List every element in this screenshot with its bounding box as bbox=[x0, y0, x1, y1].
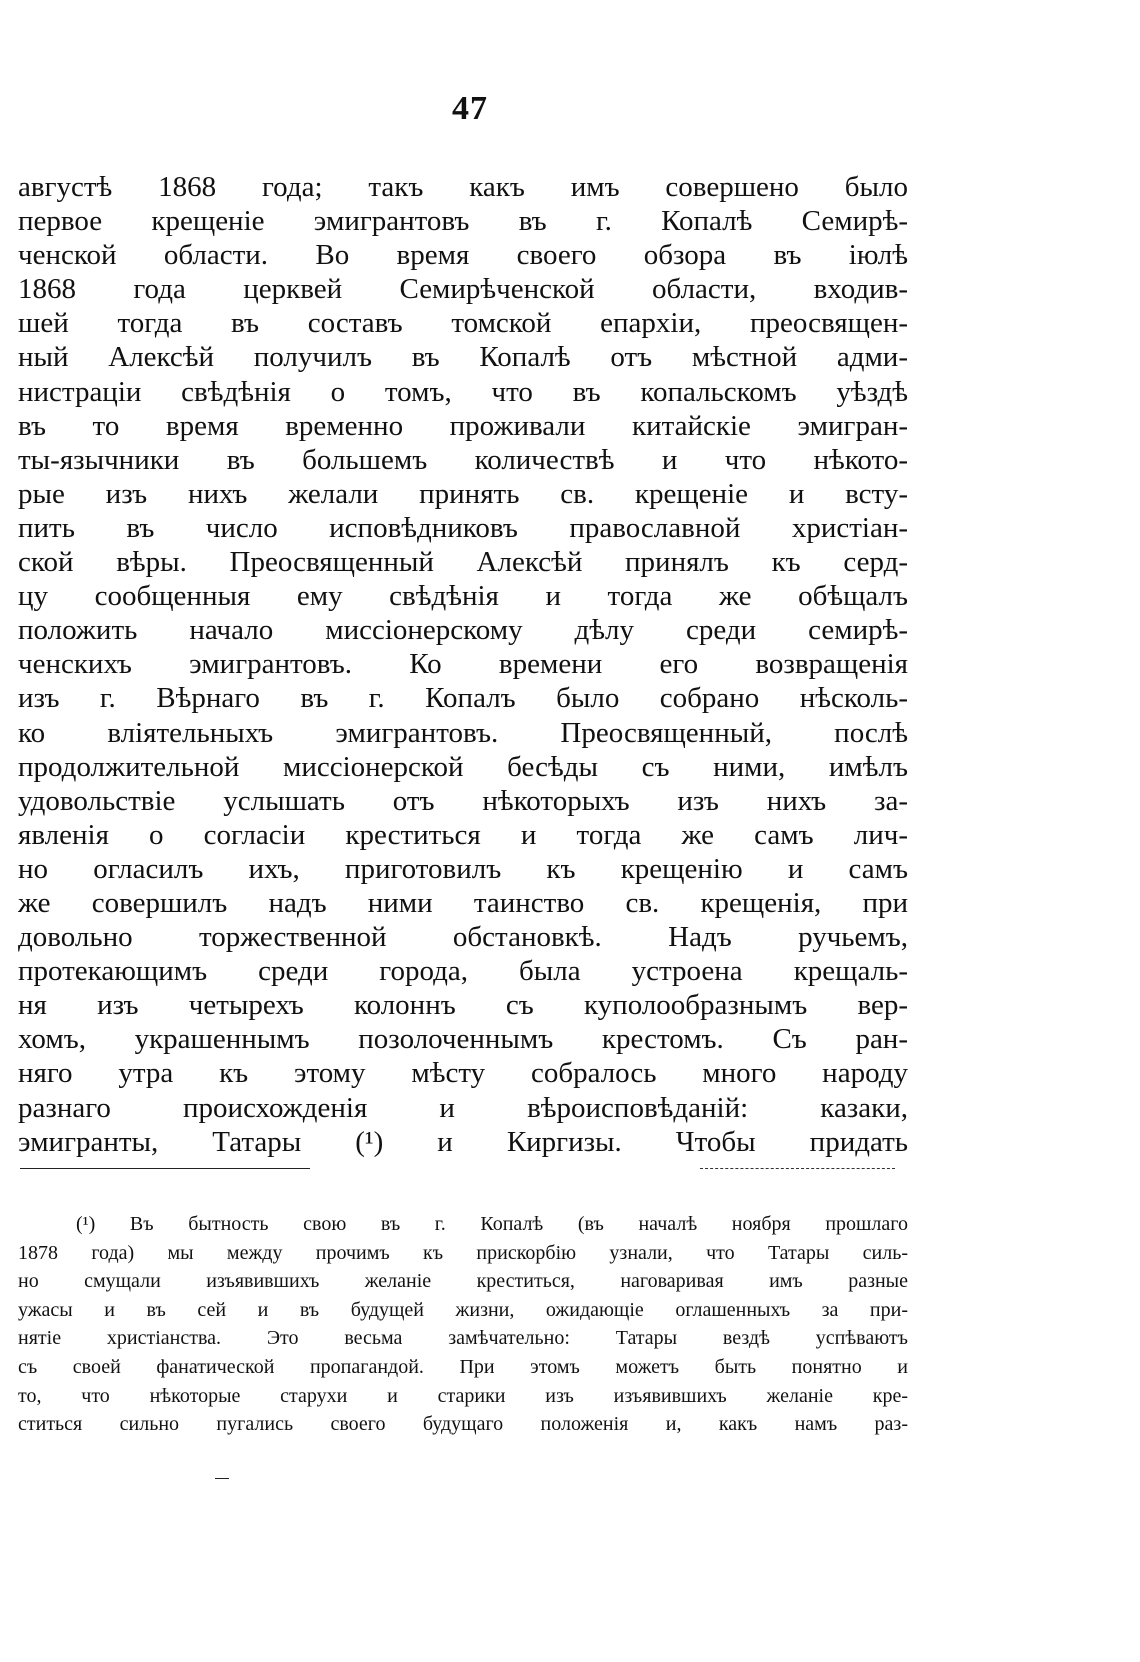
text-line: но огласилъ ихъ, приготовилъ къ крещенію и самъ bbox=[18, 852, 908, 885]
text-line: довольно торжественной обстановкѣ. Надъ ручьемъ, bbox=[18, 921, 908, 954]
text-line: въ то время временно проживали китайскіе эмигран- bbox=[18, 409, 908, 442]
text-line: 1868 года церквей Семирѣченской области, входив- bbox=[18, 273, 908, 306]
text-line: удовольствіе услышать отъ нѣкоторыхъ изъ нихъ за- bbox=[18, 784, 908, 817]
text-line: ской вѣры. Преосвященный Алексѣй принялъ къ серд- bbox=[18, 546, 908, 579]
text-line: положить начало миссіонерскому дѣлу среди семирѣ- bbox=[18, 614, 908, 647]
footnote-line: то, что нѣкоторые старухи и старики изъ изъявившихъ желаніе кре- bbox=[18, 1384, 908, 1407]
footnote-line: съ своей фанатической пропагандой. При этомъ можетъ быть понятно и bbox=[18, 1355, 908, 1378]
text-line: ня изъ четырехъ колоннъ съ куполообразнымъ вер- bbox=[18, 989, 908, 1022]
text-line: первое крещеніе эмигрантовъ въ г. Копалѣ Семирѣ- bbox=[18, 205, 908, 238]
text-line: ко вліятельныхъ эмигрантовъ. Преосвященный, послѣ bbox=[18, 716, 908, 749]
text-line: протекающимъ среди города, была устроена крещаль- bbox=[18, 955, 908, 988]
footnote-line: 1878 года) мы между прочимъ къ прискорбію узнали, что Татары силь- bbox=[18, 1241, 908, 1264]
footnote-line: но смущали изъявившихъ желаніе креститься, наговаривая имъ разные bbox=[18, 1270, 908, 1293]
text-line: хомъ, украшеннымъ позолоченнымъ крестомъ. Съ ран- bbox=[18, 1023, 908, 1056]
text-line: ты-язычники въ большемъ количествѣ и что нѣкото- bbox=[18, 443, 908, 476]
text-line: рые изъ нихъ желали принять св. крещеніе и всту- bbox=[18, 477, 908, 510]
text-line: августѣ 1868 года; такъ какъ имъ совершено было bbox=[18, 171, 908, 203]
text-line: явленія о согласіи креститься и тогда же самъ лич- bbox=[18, 818, 908, 851]
footnote-line: ужасы и въ сей и въ будущей жизни, ожидающіе оглашенныхъ за при- bbox=[18, 1298, 908, 1321]
text-line: изъ г. Вѣрнаго въ г. Копалъ было собрано нѣсколь- bbox=[18, 682, 908, 715]
bottom-dash-mark bbox=[215, 1478, 229, 1479]
text-line: ный Алексѣй получилъ въ Копалѣ отъ мѣстной адми- bbox=[18, 341, 908, 374]
footnote-line: (¹) Въ бытность свою въ г. Копалѣ (въ началѣ ноября прошлаго bbox=[76, 1213, 908, 1235]
footnote-line: ститься сильно пугались своего будущаго положенія и, какъ намъ раз- bbox=[18, 1413, 908, 1436]
text-line: нистраціи свѣдѣнія о томъ, что въ копальскомъ уѣздѣ bbox=[18, 375, 908, 408]
text-line: эмигранты, Татары (¹) и Киргизы. Чтобы придать bbox=[18, 1125, 908, 1158]
footnote-block bbox=[18, 1210, 908, 1439]
main-text-body bbox=[18, 170, 908, 1159]
text-line: ченской области. Во время своего обзора въ іюлѣ bbox=[18, 239, 908, 272]
text-line: цу сообщенныя ему свѣдѣнія и тогда же обѣщалъ bbox=[18, 580, 908, 613]
page-number: 47 bbox=[452, 90, 488, 127]
catchword-dash-rule bbox=[700, 1168, 895, 1169]
text-line: же совершилъ надъ ними таинство св. крещенія, при bbox=[18, 886, 908, 919]
text-line: разнаго происхожденія и вѣроисповѣданій: казаки, bbox=[18, 1091, 908, 1124]
text-line: няго утра къ этому мѣсту собралось много народу bbox=[18, 1057, 908, 1090]
text-line: пить въ число исповѣдниковъ православной христіан- bbox=[18, 511, 908, 544]
footnote-separator-rule bbox=[20, 1168, 310, 1169]
text-line: шей тогда въ составъ томской епархіи, преосвящен- bbox=[18, 307, 908, 340]
text-line: ченскихъ эмигрантовъ. Ко времени его возвращенія bbox=[18, 648, 908, 681]
footnote-line: нятіе христіанства. Это весьма замѣчательно: Татары вездѣ успѣваютъ bbox=[18, 1327, 908, 1350]
text-line: продолжительной миссіонерской бесѣды съ ними, имѣлъ bbox=[18, 750, 908, 783]
